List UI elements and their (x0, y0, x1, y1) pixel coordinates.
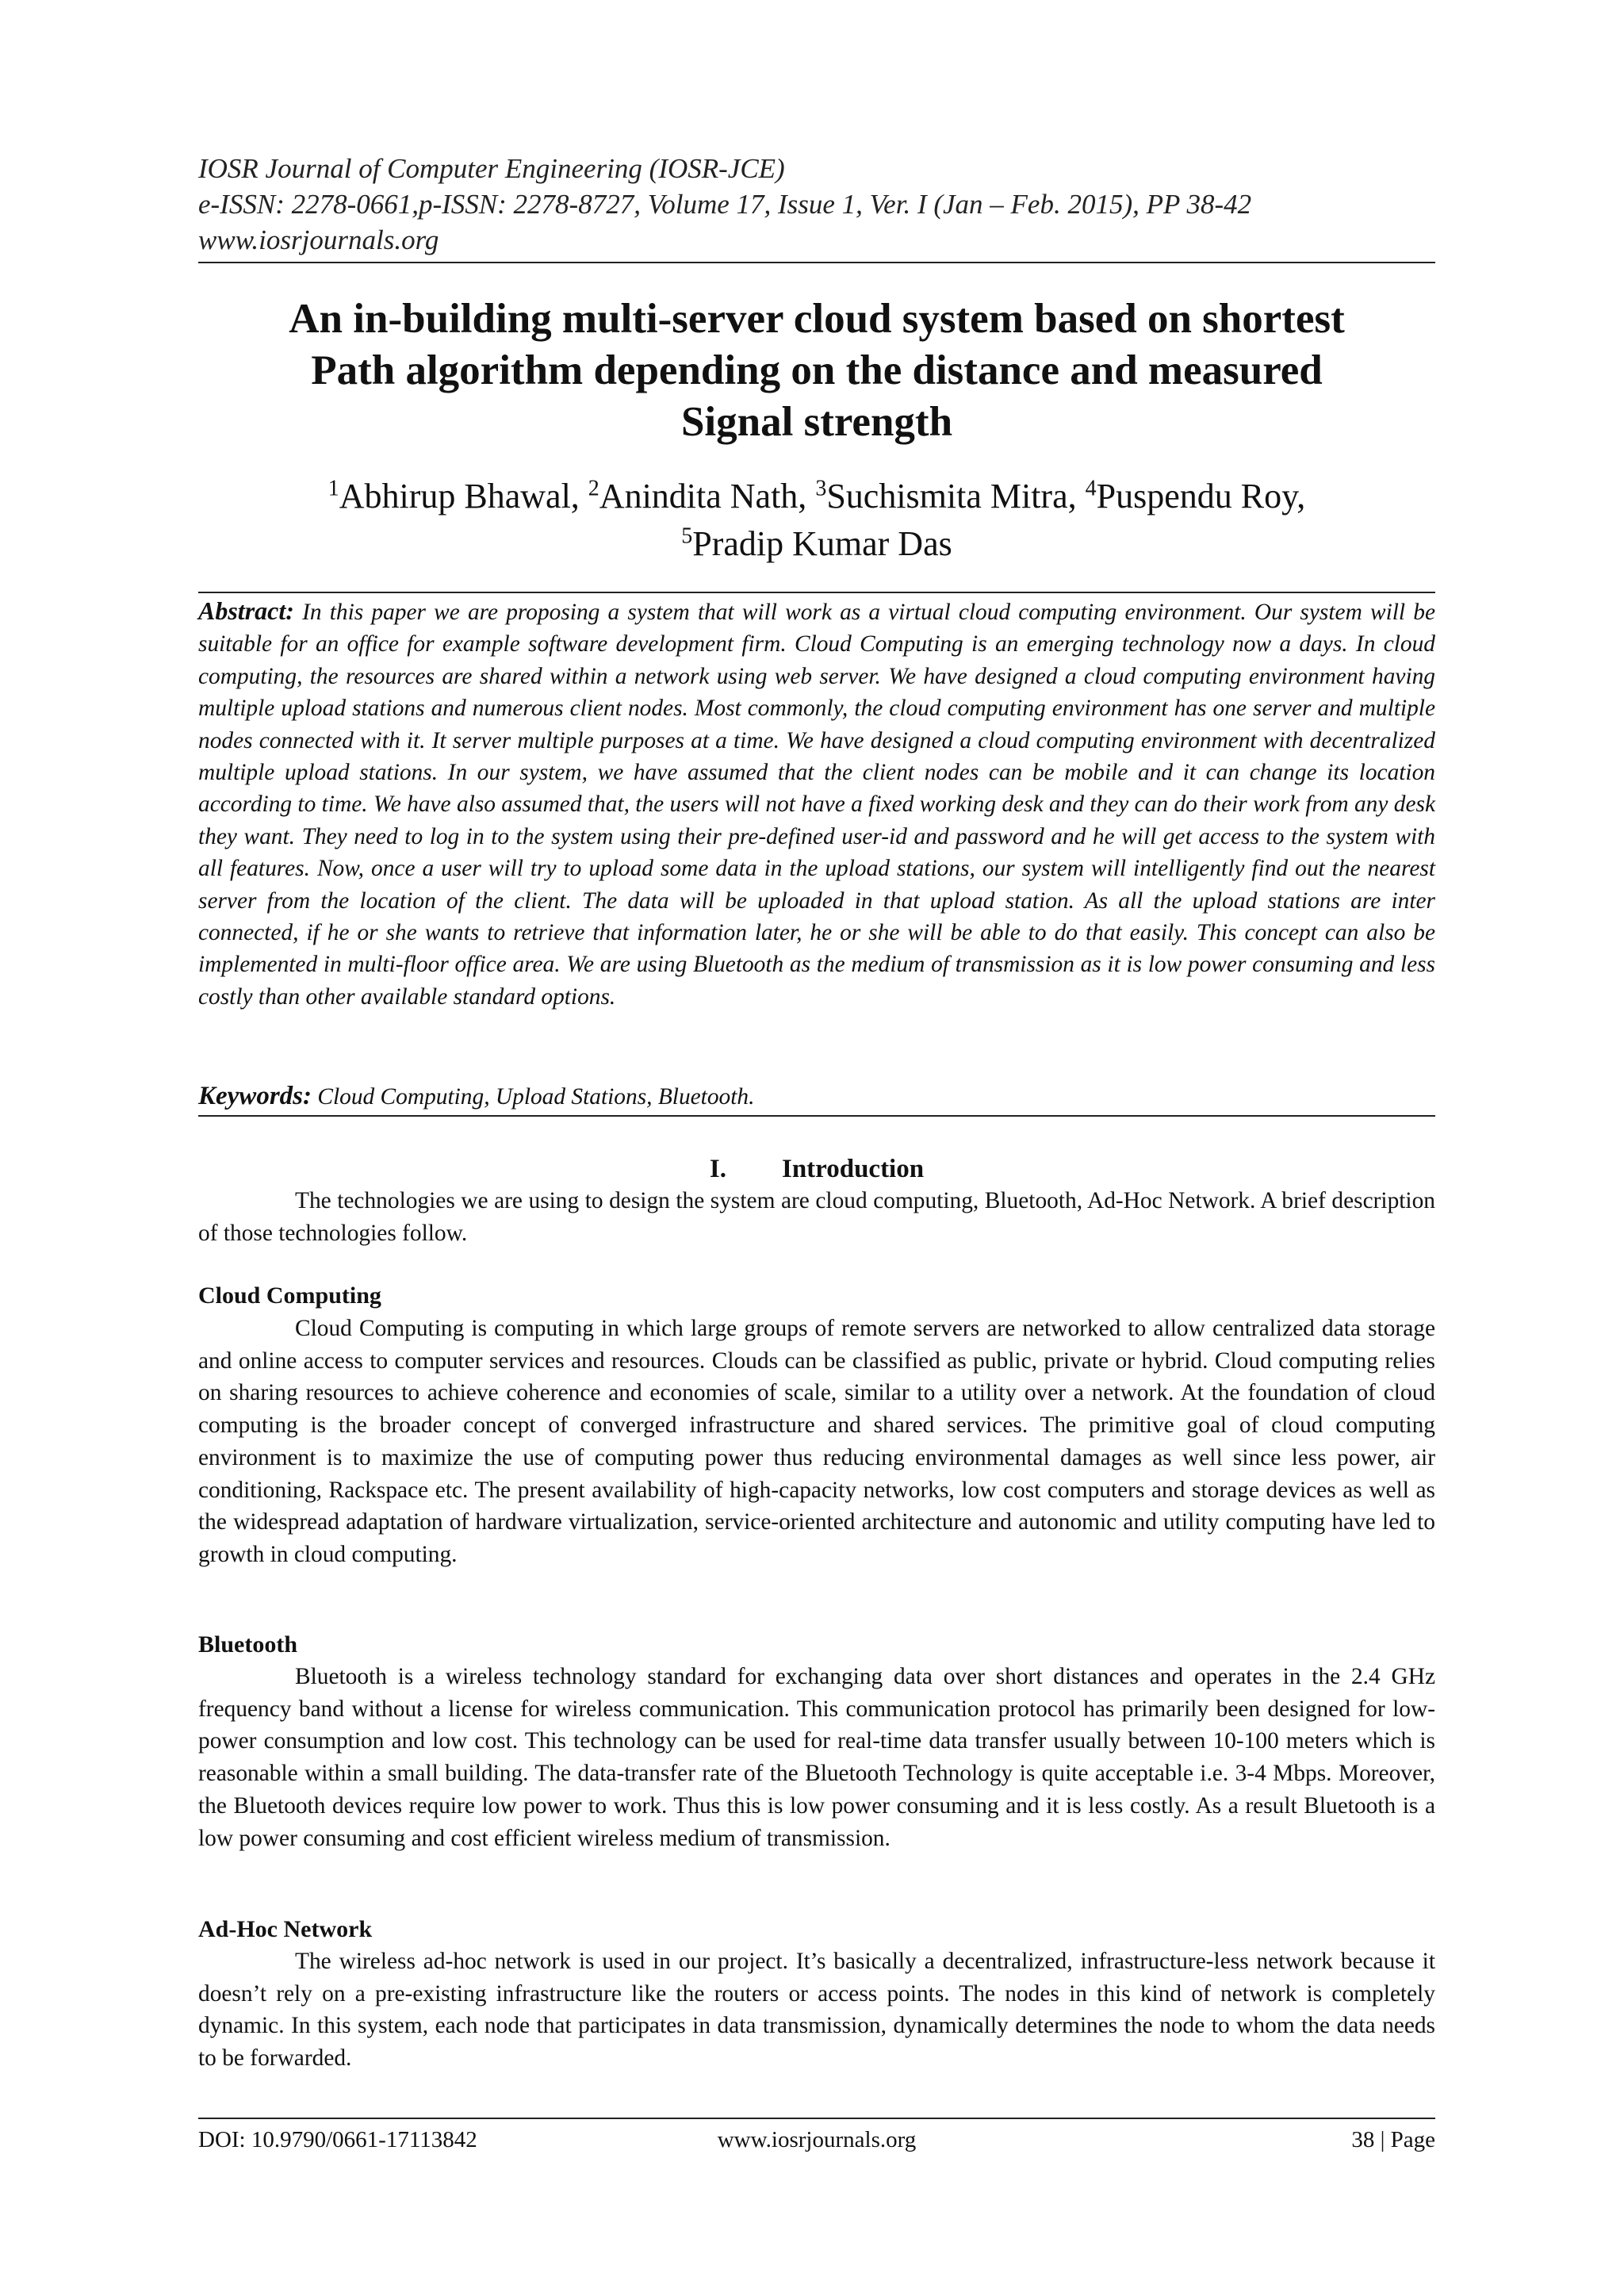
title-line-2: Path algorithm depending on the distance and measured (311, 347, 1323, 393)
author-line-1 (198, 473, 1435, 520)
footer-rule (198, 2118, 1435, 2119)
cloud-computing-paragraph: Cloud Computing is computing in which large groups of remote servers are networked to allow centralized data storage and online access to computer services and resources. Clouds can be classified as public, private or hybrid. Cloud computing relies on sharing resources to achieve coherence and economies of scale, similar to a utility over a network. At the foundation of cloud computing is the broader concept of converged infrastructure and shared services. The primitive goal of cloud computing environment is to maximize the use of computing power thus reducing environmental damages as well since less power, air conditioning, Rackspace etc. The present availability of high-capacity networks, low cost computers and storage devices as well as the widespread adaptation of hardware virtualization, service-oriented architecture and autonomic and utility computing have led to growth in cloud computing. (198, 1316, 1435, 1567)
title-line-1: An in-building multi-server cloud system based on shortest (289, 296, 1345, 342)
author-affiliation-mark: 3 (815, 476, 827, 501)
author (328, 477, 580, 516)
author-name: Pradip Kumar Das (692, 524, 952, 563)
keywords (198, 1080, 1435, 1113)
journal-header (198, 151, 1435, 258)
author (681, 524, 952, 563)
ad-hoc-network-paragraph: The wireless ad-hoc network is used in our project. It’s basically a decentralized, infrastructure-less network because it doesn’t rely on a pre-existing infrastructure like the routers or access points. The nodes in this kind of network is completely dynamic. In this system, each node that participates in data transmission, dynamically determines the node to whom the data needs to be forwarded. (198, 1949, 1435, 2072)
author-line-2 (198, 520, 1435, 568)
author (1086, 477, 1306, 516)
author-name: Suchismita Mitra, (826, 477, 1077, 516)
introduction-paragraph: The technologies we are using to design the system are cloud computing, Bluetooth, Ad-Hoc Network. A brief description of those technologies follow. (198, 1188, 1435, 1246)
title-line-3: Signal strength (680, 399, 953, 445)
author-affiliation-mark: 5 (681, 523, 693, 549)
journal-name: IOSR Journal of Computer Engineering (IOSR-JCE) (198, 153, 785, 184)
author-name: Puspendu Roy, (1096, 477, 1306, 516)
subheading-bluetooth: Bluetooth (198, 1631, 298, 1658)
header-rule (198, 262, 1435, 263)
section-number: I. (709, 1155, 726, 1183)
section-title: Introduction (781, 1155, 925, 1183)
abstract-top-rule (198, 592, 1435, 593)
footer-page-number: 38 | Page (1351, 2127, 1435, 2152)
abstract (198, 595, 1435, 1013)
footer-doi: DOI: 10.9790/0661-17113842 (198, 2127, 477, 2152)
abstract-label: Abstract: (198, 596, 294, 625)
author-affiliation-mark: 1 (327, 476, 339, 501)
author-affiliation-mark: 2 (588, 476, 599, 501)
abstract-bottom-rule (198, 1115, 1435, 1117)
author (815, 477, 1076, 516)
keywords-label: Keywords: (198, 1082, 312, 1110)
footer-website: www.iosrjournals.org (717, 2127, 917, 2152)
section-heading-introduction (198, 1152, 1435, 1186)
keywords-text: Cloud Computing, Upload Stations, Bluetooth. (317, 1084, 755, 1110)
page-footer (198, 2124, 1435, 2156)
author-name: Anindita Nath, (599, 477, 807, 516)
bluetooth-paragraph: Bluetooth is a wireless technology standard for exchanging data over short distances and operates in the 2.4 GHz frequency band without a license for wireless communication. This communication protocol has primarily been designed for low-power consumption and low cost. This technology can be used for real-time data transfer usually between 10-100 meters which is reasonable within a small building. The data-transfer rate of the Bluetooth Technology is quite acceptable i.e. 3-4 Mbps. Moreover, the Bluetooth devices require low power to work. Thus this is low power consuming and it is less costly. As a result Bluetooth is a low power consuming and cost efficient wireless medium of transmission. (198, 1664, 1435, 1851)
paper-page (198, 0, 1435, 2296)
author-list (198, 473, 1435, 568)
subheading-ad-hoc-network: Ad-Hoc Network (198, 1916, 373, 1942)
author (588, 477, 807, 516)
journal-issn: e-ISSN: 2278-0661,p-ISSN: 2278-8727, Volume 17, Issue 1, Ver. I (Jan – Feb. 2015), PP 38-42 (198, 189, 1252, 220)
author-affiliation-mark: 4 (1085, 476, 1097, 501)
author-name: Abhirup Bhawal, (339, 477, 580, 516)
journal-website: www.iosrjournals.org (198, 224, 439, 255)
subheading-cloud-computing: Cloud Computing (198, 1282, 381, 1309)
paper-title (198, 293, 1435, 448)
abstract-text: In this paper we are proposing a system that will work as a virtual cloud computing environment. Our system will be suitable for an office for example software development firm. Cloud Computing is an emerging technology now a days. In cloud computing, the resources are shared within a network using web server. We have designed a cloud computing environment having multiple upload stations and numerous client nodes. Most commonly, the cloud computing environment has one server and multiple nodes connected with it. It server multiple purposes at a time. We have designed a cloud computing environment with decentralized multiple upload stations. In our system, we have assumed that the client nodes can be mobile and it can change its location according to time. We have also assumed that, the users will not have a fixed working desk and they can do their work from any desk they want. They need to log in to the system using their pre-defined user-id and password and he will get access to the system with all features. Now, once a user will try to upload some data in the upload stations, our system will intelligently find out the nearest server from the location of the client. The data will be uploaded in that upload station. As all the upload stations are inter connected, if he or she wants to retrieve that information later, he or she will be able to do that easily. This concept can also be implemented in multi-floor office area. We are using Bluetooth as the medium of transmission as it is low power consuming and less costly than other available standard options. (198, 600, 1435, 1010)
